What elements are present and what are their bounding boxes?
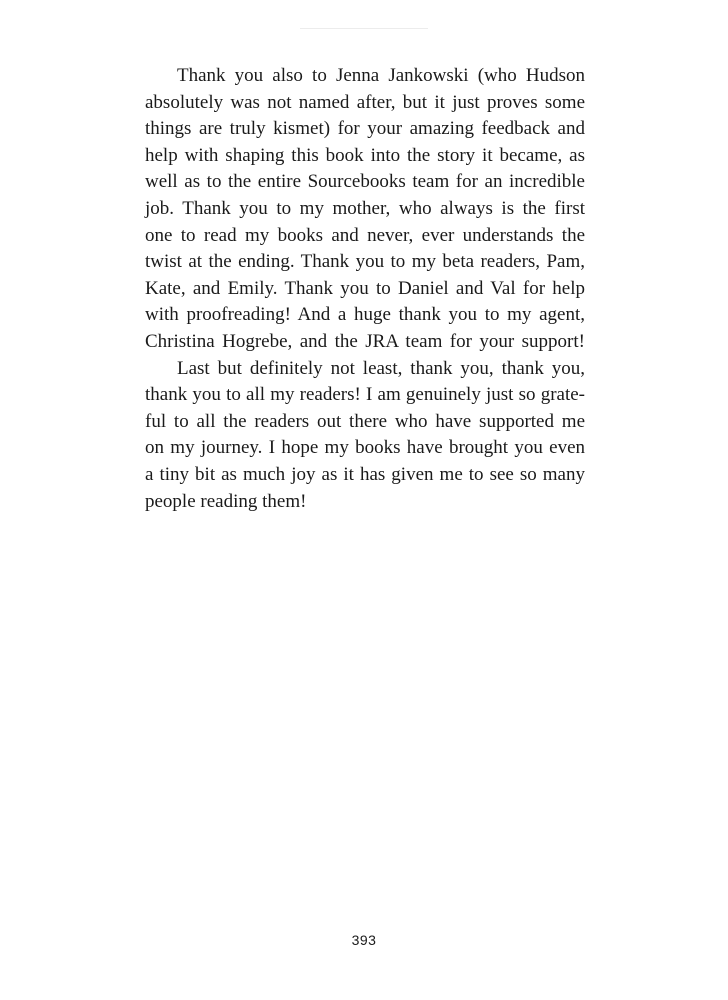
- text-line: things are truly kismet) for your amazing feedback and: [145, 118, 585, 140]
- text-line: help with shaping this book into the story it became, as: [145, 144, 585, 166]
- text-line: absolutely was not named after, but it just proves some: [145, 91, 585, 113]
- text-line: on my journey. I hope my books have brought you even: [145, 437, 585, 459]
- text-line: Kate, and Emily. Thank you to Daniel and Val for help: [145, 277, 585, 299]
- acknowledgments-text: [145, 63, 585, 515]
- text-line: Last but definitely not least, thank you, thank you,: [177, 357, 585, 379]
- text-line: a tiny bit as much joy as it has given me to see so many: [145, 463, 585, 485]
- text-line: with proofreading! And a huge thank you to my agent,: [145, 304, 585, 326]
- text-line: twist at the ending. Thank you to my beta readers, Pam,: [145, 251, 585, 273]
- top-divider: [300, 28, 428, 29]
- page-number: 393: [351, 932, 377, 948]
- paragraph-1: [145, 63, 585, 356]
- text-line: Christina Hogrebe, and the JRA team for your support!: [145, 330, 585, 352]
- text-line: ful to all the readers out there who have supported me: [145, 410, 585, 432]
- text-line: thank you to all my readers! I am genuinely just so grate-: [145, 384, 585, 406]
- text-line: one to read my books and never, ever understands the: [145, 224, 585, 246]
- text-line: job. Thank you to my mother, who always is the first: [145, 197, 585, 219]
- paragraph-2: [145, 356, 585, 516]
- text-line: people reading them!: [145, 490, 307, 512]
- text-line: well as to the entire Sourcebooks team for an incredible: [145, 171, 585, 193]
- text-line: Thank you also to Jenna Jankowski (who Hudson: [177, 65, 585, 86]
